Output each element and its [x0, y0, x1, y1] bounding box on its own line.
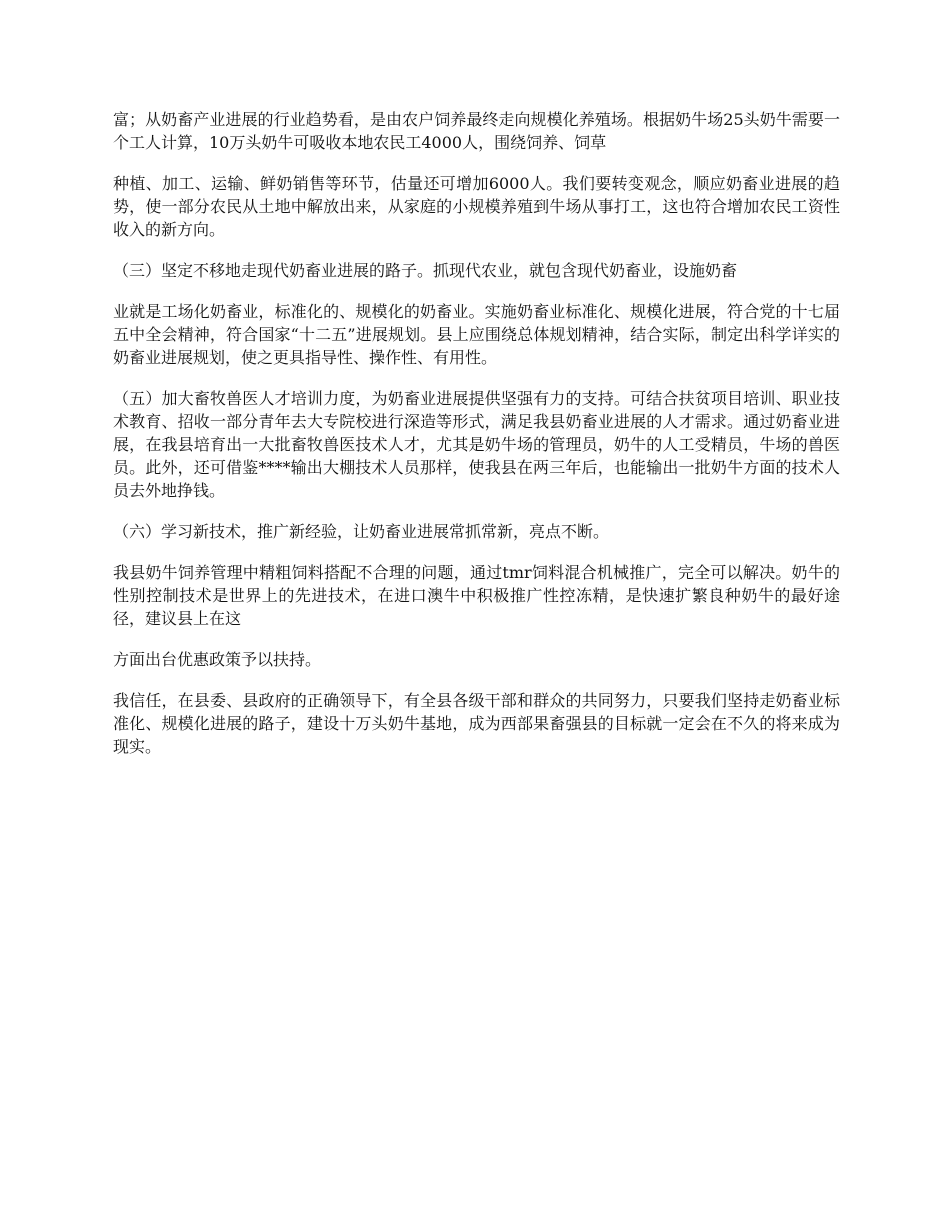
paragraph-8: 方面出台优惠政策予以扶持。 — [113, 650, 322, 669]
paragraph-5: （五）加大畜牧兽医人才培训力度，为奶畜业进展提供坚强有力的支持。可结合扶贫项目培训、职业技术教育、招收一部分青年去大专院校进行深造等形式，满足我县奶畜业进展的人才需求。通过奶畜业进展，在我县培育出一大批畜牧兽医技术人才，尤其是奶牛场的管理员，奶牛的人工受精员，牛场的兽医员。此外，还可借鉴****输出大棚技术人员那样，使我县在两三年后，也能输出一批奶牛方面的技术人员去外地挣钱。 — [113, 389, 840, 500]
paragraph-6: （六）学习新技术，推广新经验，让奶畜业进展常抓常新，亮点不断。 — [113, 522, 610, 541]
paragraph-3: （三）坚定不移地走现代奶畜业进展的路子。抓现代农业，就包含现代奶畜业，设施奶畜 — [113, 261, 738, 280]
paragraph-4: 业就是工场化奶畜业，标准化的、规模化的奶畜业。实施奶畜业标准化、规模化进展，符合党的十七届五中全会精神，符合国家“十二五”进展规划。县上应围绕总体规划精神，结合实际，制定出科学详实的奶畜业进展规划，使之更具指导性、操作性、有用性。 — [113, 302, 840, 367]
paragraph-7: 我县奶牛饲养管理中精粗饲料搭配不合理的问题，通过tmr饲料混合机械推广，完全可以解决。奶牛的性别控制技术是世界上的先进技术，在进口澳牛中积极推广性控冻精，是快速扩繁良种奶牛的最好途径，建议县上在这 — [113, 563, 840, 628]
paragraph-1: 富；从奶畜产业进展的行业趋势看，是由农户饲养最终走向规模化养殖场。根据奶牛场25头奶牛需要一个工人计算，10万头奶牛可吸收本地农民工4000人，围绕饲养、饲草 — [113, 110, 840, 152]
paragraph-2: 种植、加工、运输、鲜奶销售等环节，估量还可增加6000人。我们要转变观念，顺应奶畜业进展的趋势，使一部分农民从土地中解放出来，从家庭的小规模养殖到牛场从事打工，这也符合增加农民工资性收入的新方向。 — [113, 174, 840, 239]
paragraph-9: 我信任，在县委、县政府的正确领导下，有全县各级干部和群众的共同努力，只要我们坚持走奶畜业标准化、规模化进展的路子，建设十万头奶牛基地，成为西部果畜强县的目标就一定会在不久的将来成为现实。 — [113, 691, 840, 756]
document-body — [113, 108, 840, 776]
